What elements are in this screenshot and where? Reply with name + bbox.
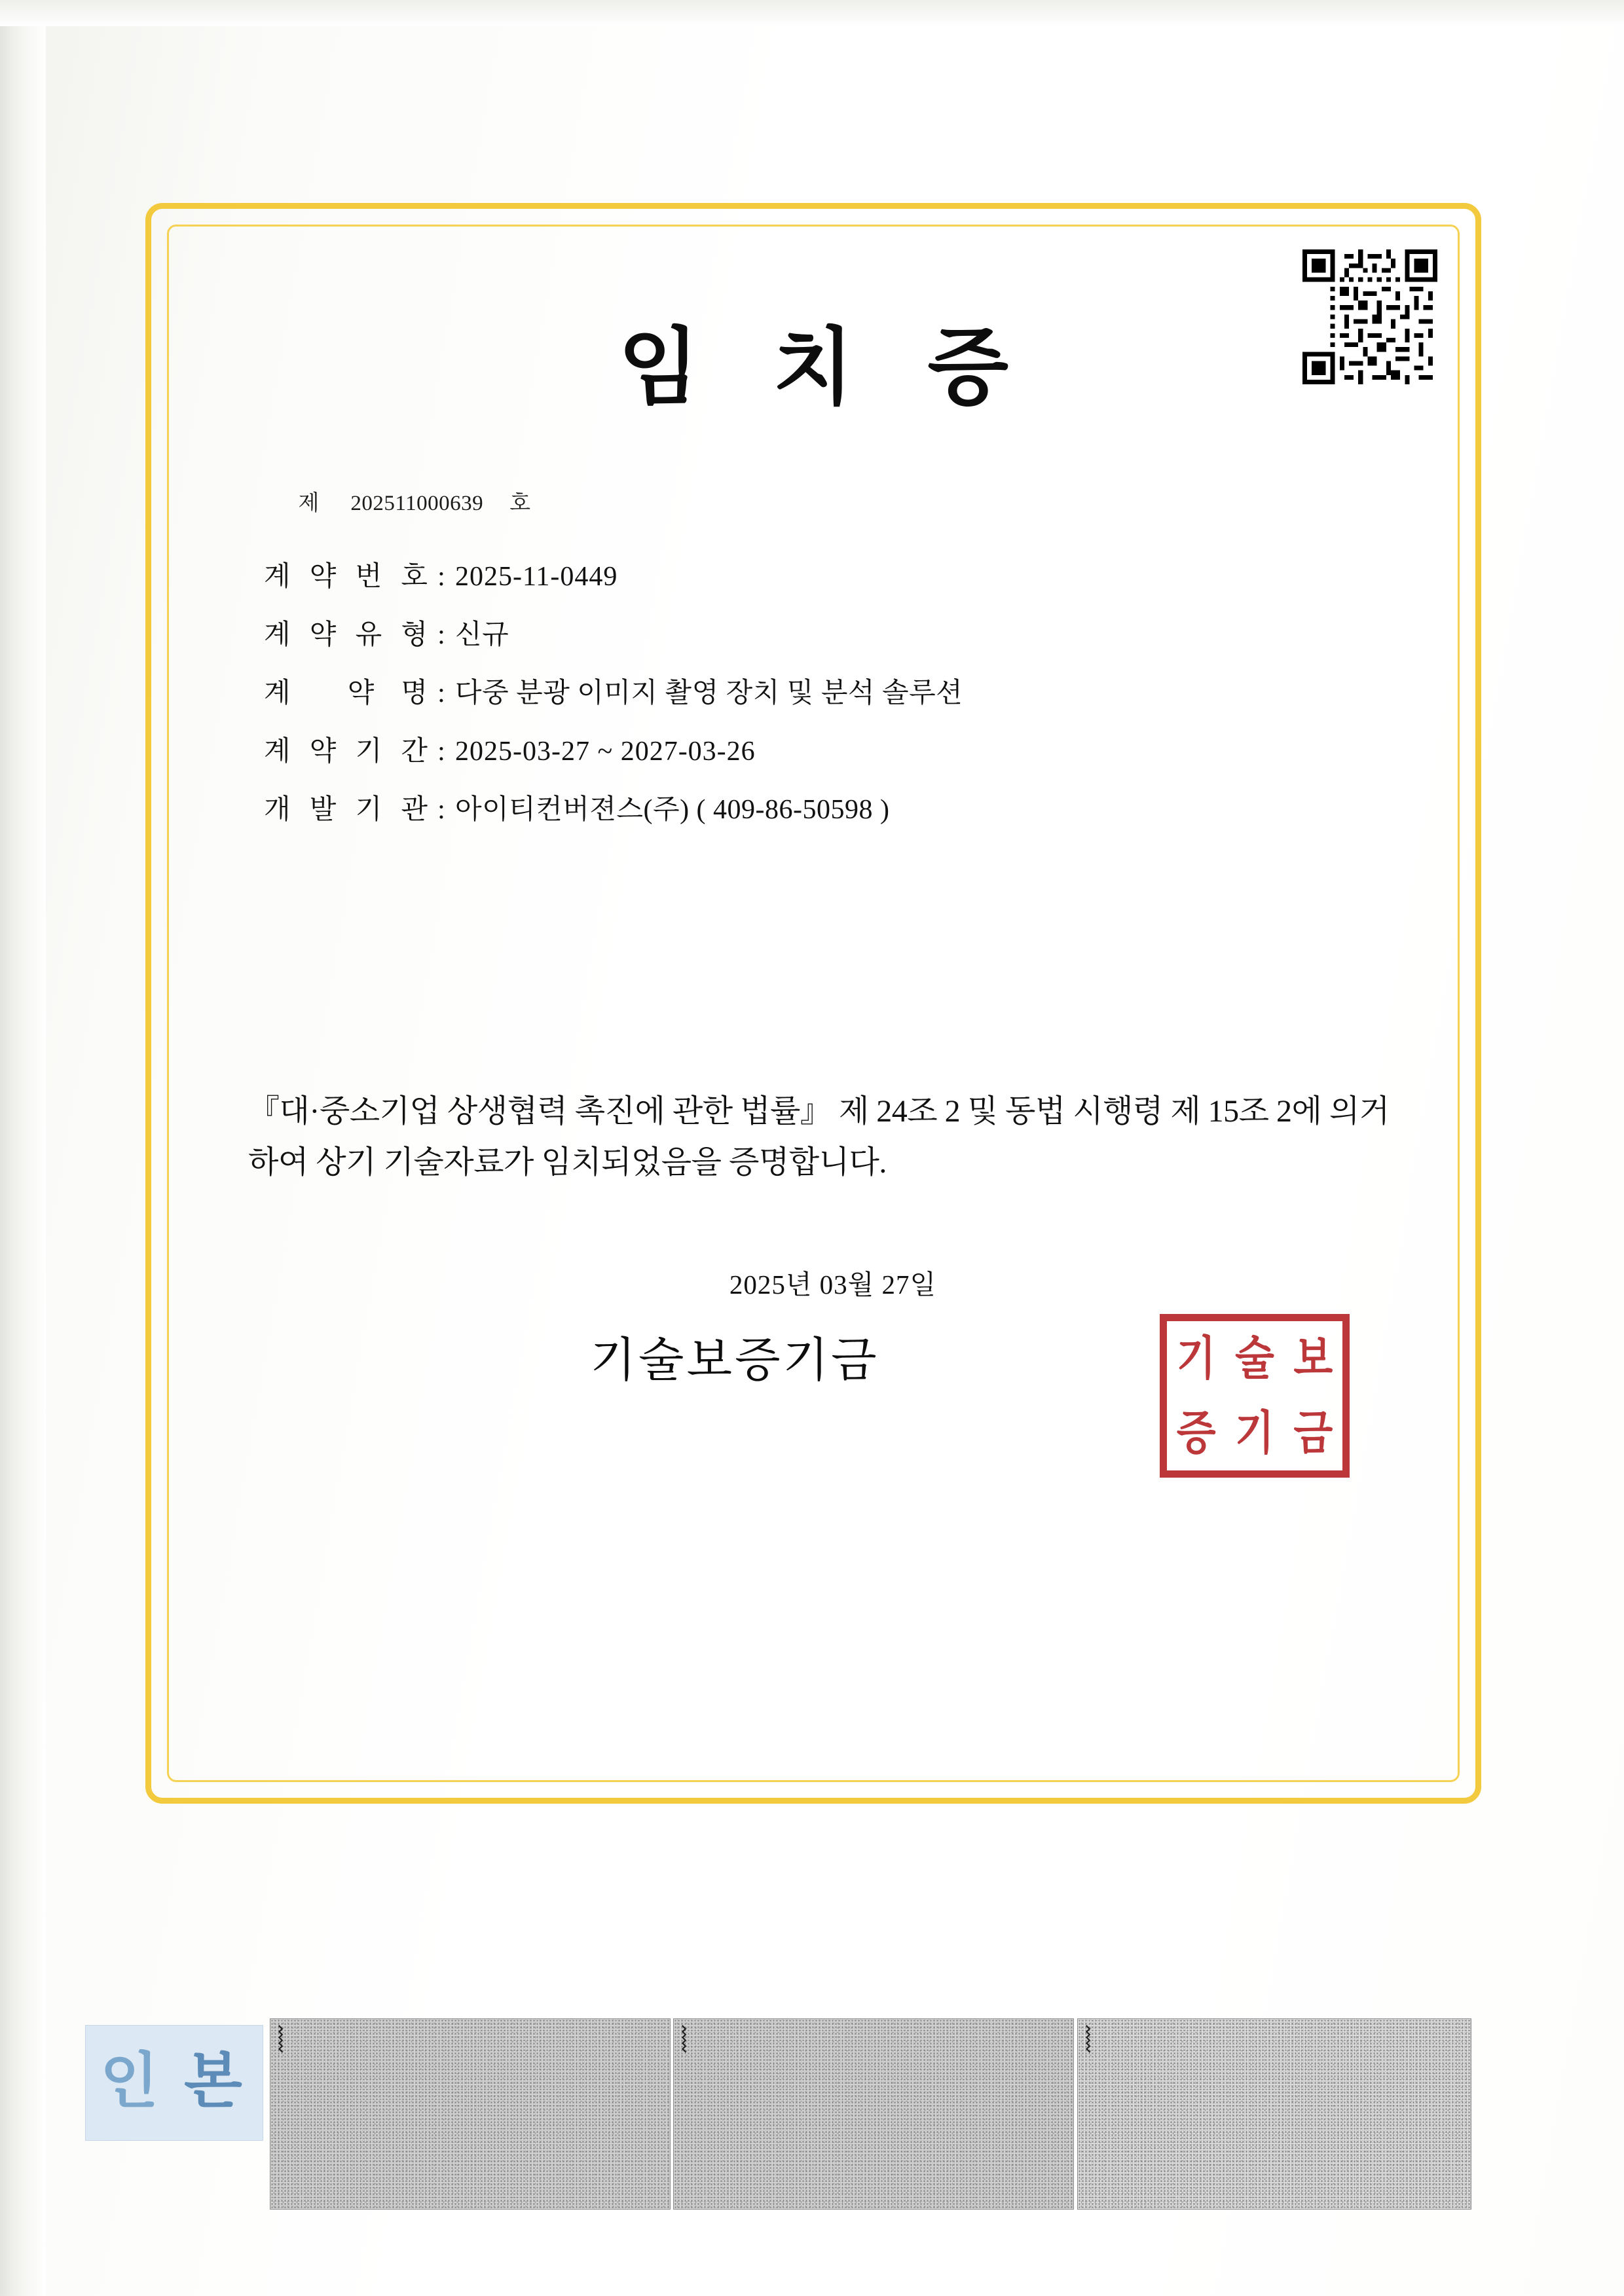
issue-date: 2025년 03월 27일 (729, 1269, 937, 1300)
field-value-contract-period: 2025-03-27 ~ 2027-03-26 (455, 737, 756, 767)
official-seal (1160, 1314, 1350, 1478)
field-contract-period (264, 738, 1403, 765)
field-value-contract-type: 신규 (455, 620, 509, 650)
legal-statement: 『대·중소기업 상생협력 촉진에 관한 법률』 제 24조 2 및 동법 시행령 제 15조 2에 의거하여 상기 기술자료가 임치되었음을 증명합니다. (248, 1094, 1390, 1180)
field-label-contract-period: 계 약 기 간 (264, 737, 428, 767)
certificate-border (145, 203, 1481, 1804)
field-label-contract-type: 계 약 유 형 (264, 620, 428, 650)
field-label-contract-name: 계 약 명 (264, 678, 428, 708)
scan-artifact-panel-3 (1077, 2018, 1471, 2210)
page-title: 임 치 증 (618, 318, 1031, 416)
wifi-like-mark-icon: ⦚ (1084, 2020, 1092, 2061)
blue-stamp-character: 인 (100, 2045, 158, 2116)
certificate-border-inner (167, 225, 1460, 1782)
wifi-like-mark-icon: ⦚ (277, 2020, 285, 2061)
seal-character: 증 (1176, 1405, 1216, 1461)
blue-stamp (85, 2025, 263, 2141)
seal-character: 금 (1293, 1405, 1333, 1461)
field-colon: : (437, 795, 445, 825)
certificate-fields (264, 462, 1403, 854)
field-contract-name (264, 680, 1403, 707)
field-label-contract-number: 계 약 번 호 (264, 562, 428, 592)
seal-character: 기 (1176, 1330, 1216, 1386)
field-label-developer-organization: 개 발 기 관 (264, 795, 428, 825)
scan-edge-shadow-left (0, 0, 46, 2296)
field-contract-number (264, 563, 1403, 591)
wifi-like-mark-icon: ⦚ (680, 2020, 688, 2061)
document-number-label: 제 (298, 492, 321, 515)
blue-stamp-character: 본 (184, 2045, 242, 2116)
document-number-suffix: 호 (509, 492, 531, 515)
seal-character: 보 (1293, 1330, 1333, 1386)
field-contract-type (264, 621, 1403, 649)
issuer-name: 기술보증기금 (590, 1334, 879, 1387)
field-value-contract-name: 다중 분광 이미지 촬영 장치 및 분석 솔루션 (455, 678, 963, 708)
field-value-developer-organization: 아이티컨버젼스(주) ( 409-86-50598 ) (455, 795, 890, 825)
field-value-contract-number: 2025-11-0449 (455, 562, 618, 592)
seal-character: 기 (1235, 1405, 1274, 1461)
seal-character: 술 (1235, 1330, 1274, 1386)
scan-artifact-strip (0, 2013, 1624, 2229)
field-colon: : (437, 678, 445, 708)
field-colon: : (437, 620, 445, 650)
scan-edge-shadow-top (0, 0, 1624, 26)
document-number-row (264, 462, 1403, 541)
field-colon: : (437, 562, 445, 592)
field-colon: : (437, 737, 445, 767)
scan-artifact-panel-2 (673, 2018, 1074, 2210)
scan-artifact-panel-1 (270, 2018, 671, 2210)
field-developer-organization (264, 796, 1403, 824)
document-number-value: 202511000639 (350, 492, 484, 515)
